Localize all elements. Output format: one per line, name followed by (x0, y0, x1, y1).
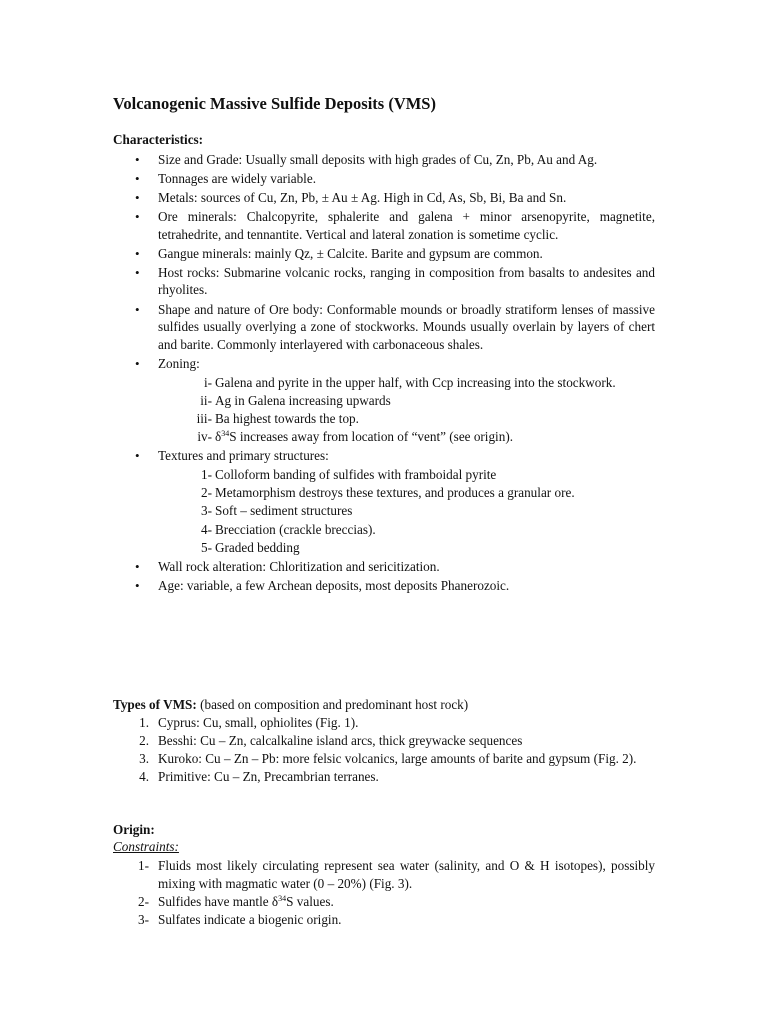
bullet-icon: • (135, 171, 140, 187)
list-item: • Gangue minerals: mainly Qz, ± Calcite. Barite and gypsum are common. (135, 245, 543, 261)
list-item: 2- Sulfides have mantle $\delta^{34}S$ values. (138, 893, 334, 909)
types-heading: Types of VMS: (113, 697, 197, 712)
list-item: • Shape and nature of Ore body: Conformable mounds or broadly stratiform lenses of massive sulfides usually overlying a zone of stockworks. Mounds usually overlain by layers of chert and barite. Commonly interlayered with carbonaceous shales. (135, 301, 655, 352)
document-title: Volcanogenic Massive Sulfide Deposits (VMS) (113, 94, 436, 113)
list-item: 2. Besshi: Cu – Zn, calcalkaline island arcs, thick greywacke sequences (139, 733, 523, 749)
sublist-item: iii- Ba highest towards the top. (196, 410, 359, 426)
list-item: • Host rocks: Submarine volcanic rocks, ranging in composition from basalts to andesites and rhyolites. (135, 264, 655, 298)
zoning-sublist (113, 374, 655, 446)
sublist-item: 3- Soft – sediment structures (201, 503, 353, 519)
sublist-item: ii- Ag in Galena increasing upwards (200, 392, 391, 408)
bullet-icon: • (135, 448, 140, 464)
bullet-icon: • (135, 245, 140, 261)
sublist-item: 2- Metamorphism destroys these textures, and produces a granular ore. (201, 485, 575, 501)
bullet-icon: • (135, 264, 140, 280)
list-item: 1. Cyprus: Cu, small, ophiolites (Fig. 1). (139, 715, 359, 730)
list-item: • Size and Grade: Usually small deposits with high grades of Cu, Zn, Pb, Au and Ag. (135, 152, 598, 167)
list-item: 1- Fluids most likely circulating represent sea water (salinity, and O & H isotopes), possibly mixing with magmatic water (0 – 20%) (Fig. 3). (138, 858, 655, 891)
types-list (113, 714, 655, 786)
bullet-icon: • (135, 152, 140, 167)
sublist-item: 4- Brecciation (crackle breccias). (201, 521, 376, 537)
sublist-item: 1- Colloform banding of sulfides with framboidal pyrite (201, 467, 497, 483)
characteristics-list (113, 151, 655, 596)
constraints-label: Constraints: (113, 839, 179, 854)
list-item: 3. Kuroko: Cu – Zn – Pb: more felsic volcanics, large amounts of barite and gypsum (Fig. 2). (139, 751, 637, 767)
list-item: • Wall rock alteration: Chloritization and sericitization. (135, 558, 440, 574)
list-item: 3- Sulfates indicate a biogenic origin. (138, 911, 342, 927)
textures-sublist-container (113, 466, 655, 556)
list-item: 4. Primitive: Cu – Zn, Precambrian terranes. (139, 769, 379, 785)
characteristics-heading: Characteristics: (113, 132, 204, 147)
list-item-textures: • Textures and primary structures: (135, 448, 329, 464)
bullet-icon: • (135, 355, 140, 371)
list-item: • Metals: sources of Cu, Zn, Pb, ± Au ± Ag. High in Cd, As, Sb, Bi, Ba and Sn. (135, 190, 567, 206)
types-note: (based on composition and predominant host rock) (196, 697, 469, 712)
list-item: • Age: variable, a few Archean deposits, most deposits Phanerozoic. (135, 577, 510, 593)
bullet-icon: • (135, 301, 140, 317)
sublist-item: iv- $\delta^{34}S$ increases away from location of “vent” (see origin). (197, 429, 514, 445)
sublist-item: 5- Graded bedding (201, 539, 300, 555)
bullet-icon: • (135, 190, 140, 206)
bullet-icon: • (135, 558, 140, 574)
origin-heading: Origin: (113, 822, 155, 837)
textures-sublist (113, 466, 655, 556)
sublist-item: i- Galena and pyrite in the upper half, with Ccp increasing into the stockwork. (203, 374, 616, 390)
list-item-zoning: • Zoning: (135, 355, 200, 371)
zoning-sublist-container (113, 374, 655, 446)
list-item: • Tonnages are widely variable. (135, 171, 316, 187)
types-heading-line (113, 696, 655, 714)
bullet-icon: • (135, 577, 140, 593)
bullet-icon: • (135, 209, 140, 225)
list-item: • Ore minerals: Chalcopyrite, sphalerite and galena + minor arsenopyrite, magnetite, tetrahedrite, and tennantite. Vertical and lateral zonation is sometime cyclic. (135, 209, 655, 242)
constraints-list (113, 857, 655, 929)
